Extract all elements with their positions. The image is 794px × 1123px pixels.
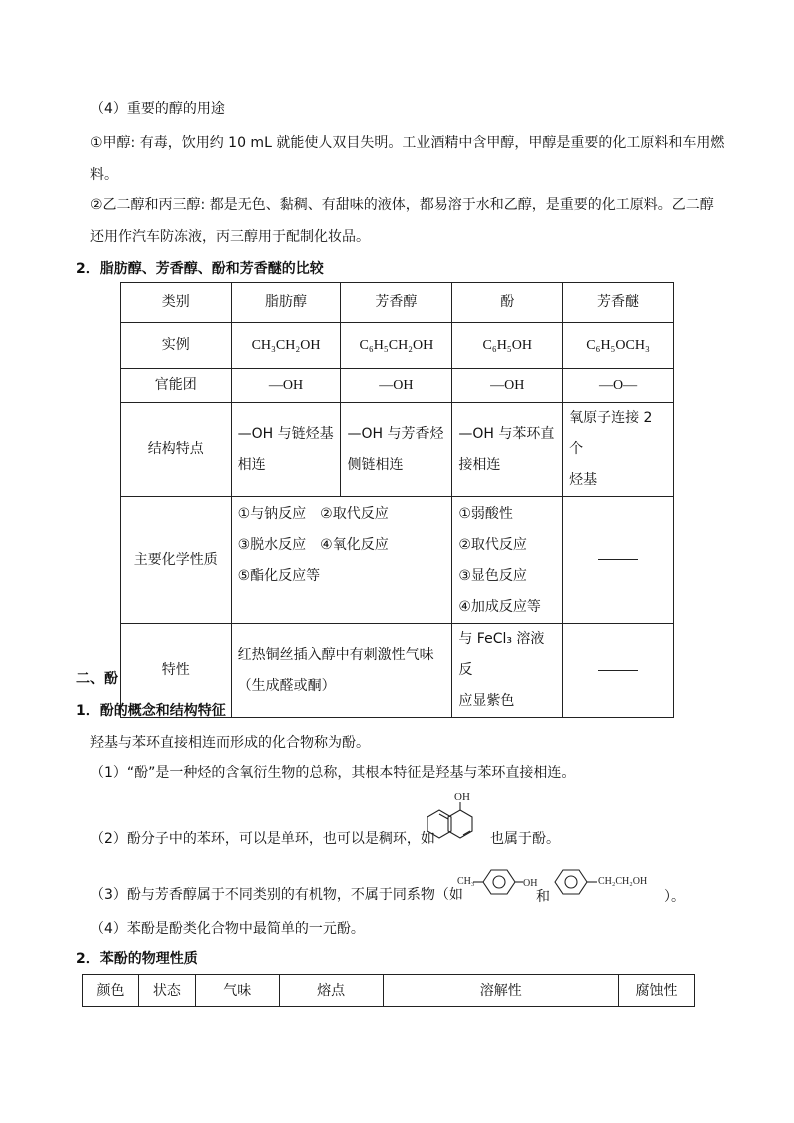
struct-line: 烃基 — [569, 472, 598, 488]
phenylethanol-svg — [553, 862, 663, 902]
sec4-p1-line1: ①甲醇: 有毒，饮用约 10 mL 就能使人双目失明。工业酒精中含甲醇，甲醇是重要的化工原料和车用燃 — [90, 135, 725, 151]
header-cell: 类别 — [121, 283, 232, 323]
phys-header-cell: 腐蚀性 — [619, 975, 695, 1007]
feature-line: 与 FeCl₃ 溶液反 — [458, 631, 545, 678]
dash-line — [598, 559, 638, 560]
phenol-feature-cell — [452, 624, 563, 718]
struct-line: —OH 与芳香烃 — [347, 425, 444, 442]
physical-properties-table — [82, 974, 695, 1007]
phenol-item3-a: （3）酚与芳香醇属于不同类别的有机物，不属于同系物（如 — [90, 887, 463, 903]
chem-line: ③脱水反应 ④氧化反应 — [237, 537, 389, 553]
fg-cell: —OH — [341, 369, 452, 403]
feature-line: 应显紫色 — [458, 693, 515, 709]
sec4-heading: （4）重要的醇的用途 — [90, 101, 225, 117]
struct-line: —OH 与苯环直 — [458, 425, 555, 442]
cresol-oh-label: OH — [523, 878, 538, 889]
fg-cell: —OH — [452, 369, 563, 403]
cresol-structure — [455, 862, 541, 902]
example-cell: C₆H₅CH₂OH — [341, 323, 452, 369]
fg-cell: —OH — [231, 369, 341, 403]
functional-group-row — [121, 369, 674, 403]
struct-cell — [231, 403, 341, 497]
struct-line: 氧原子连接 2 个 — [569, 410, 653, 457]
header-cell: 脂肪醇 — [231, 283, 341, 323]
row-label: 官能团 — [121, 369, 232, 403]
chem-line: ①与钠反应 ②取代反应 — [237, 506, 389, 522]
phenol-section-title: 二、酚 — [76, 671, 118, 687]
phenol-item2-b: 也属于酚。 — [490, 831, 560, 847]
row-label: 特性 — [121, 624, 232, 718]
phys-header-cell: 熔点 — [279, 975, 383, 1007]
struct-cell — [452, 403, 563, 497]
phenol-sub1-title: 1．酚的概念和结构特征 — [76, 703, 226, 719]
struct-line: 侧链相连 — [347, 456, 404, 473]
phenol-item4: （4）苯酚是酚类化合物中最简单的一元酚。 — [90, 921, 365, 937]
phenylethanol-chain-label: CH₂CH₂OH — [598, 876, 648, 887]
naphthol-svg — [427, 788, 489, 850]
feature-line: 红热铜丝插入醇中有刺激性气味 — [237, 646, 434, 663]
phys-header-cell: 状态 — [138, 975, 195, 1007]
row-label: 实例 — [121, 323, 232, 369]
phenylethanol-structure — [553, 862, 663, 902]
compare-title: 2．脂肪醇、芳香醇、酚和芳香醚的比较 — [76, 261, 324, 277]
cresol-svg — [455, 862, 541, 902]
example-cell: C₆H₅OH — [452, 323, 563, 369]
alcohol-chem-cell — [231, 497, 452, 624]
chemistry-row — [121, 497, 674, 624]
phenol-sub2-title: 2．苯酚的物理性质 — [76, 951, 198, 967]
struct-line: 接相连 — [458, 456, 501, 473]
struct-line: 相连 — [237, 456, 266, 473]
phenol-item1: （1）“酚”是一种烃的含氧衍生物的总称，其根本特征是羟基与苯环直接相连。 — [90, 765, 576, 781]
example-row — [121, 323, 674, 369]
phys-header-cell: 气味 — [195, 975, 279, 1007]
sec4-p2-line1: ②乙二醇和丙三醇: 都是无色、黏稠、有甜味的液体，都易溶于水和乙醇，是重要的化工原料。乙二醇 — [90, 197, 714, 213]
dash-line — [598, 670, 638, 671]
row-label: 主要化学性质 — [121, 497, 232, 624]
ether-feature-cell — [563, 624, 674, 718]
example-cell: C₆H₅OCH₃ — [563, 323, 674, 369]
chem-line: ⑤酯化反应等 — [237, 568, 321, 584]
row-label: 结构特点 — [121, 403, 232, 497]
compare-table — [120, 282, 674, 718]
sec4-p1-line2: 料。 — [90, 167, 118, 183]
example-cell: CH₃CH₂OH — [231, 323, 341, 369]
structure-row — [121, 403, 674, 497]
cresol-ch3-label: CH₃ — [457, 876, 475, 887]
chem-line: ④加成反应等 — [458, 599, 541, 615]
phys-header-cell: 溶解性 — [383, 975, 619, 1007]
chem-line: ①弱酸性 — [458, 506, 513, 522]
header-cell: 酚 — [452, 283, 563, 323]
phenol-chem-cell — [452, 497, 563, 624]
chem-line: ②取代反应 — [458, 537, 527, 553]
header-cell: 芳香醚 — [563, 283, 674, 323]
struct-cell — [341, 403, 452, 497]
alcohol-feature-cell — [231, 624, 452, 718]
physical-header-row — [83, 975, 695, 1007]
sec4-p2-line2: 还用作汽车防冻液，丙三醇用于配制化妆品。 — [90, 229, 370, 245]
chem-line: ③显色反应 — [458, 568, 527, 584]
fg-cell: —O— — [563, 369, 674, 403]
naphthol-structure — [427, 788, 489, 850]
struct-cell — [563, 403, 674, 497]
phenol-item3-and: 和 — [536, 889, 550, 905]
struct-line: —OH 与链烃基 — [237, 425, 334, 442]
phenol-item2-a: （2）酚分子中的苯环，可以是单环，也可以是稠环，如 — [90, 831, 435, 847]
compare-header-row — [121, 283, 674, 323]
naphthol-oh-label: OH — [454, 791, 470, 803]
phenol-item3-end: ）。 — [664, 889, 685, 905]
header-cell: 芳香醇 — [341, 283, 452, 323]
phenol-definition: 羟基与苯环直接相连而形成的化合物称为酚。 — [90, 735, 370, 751]
phys-header-cell: 颜色 — [83, 975, 139, 1007]
feature-line: （生成醛或酮） — [237, 677, 336, 694]
ether-chem-cell — [563, 497, 674, 624]
